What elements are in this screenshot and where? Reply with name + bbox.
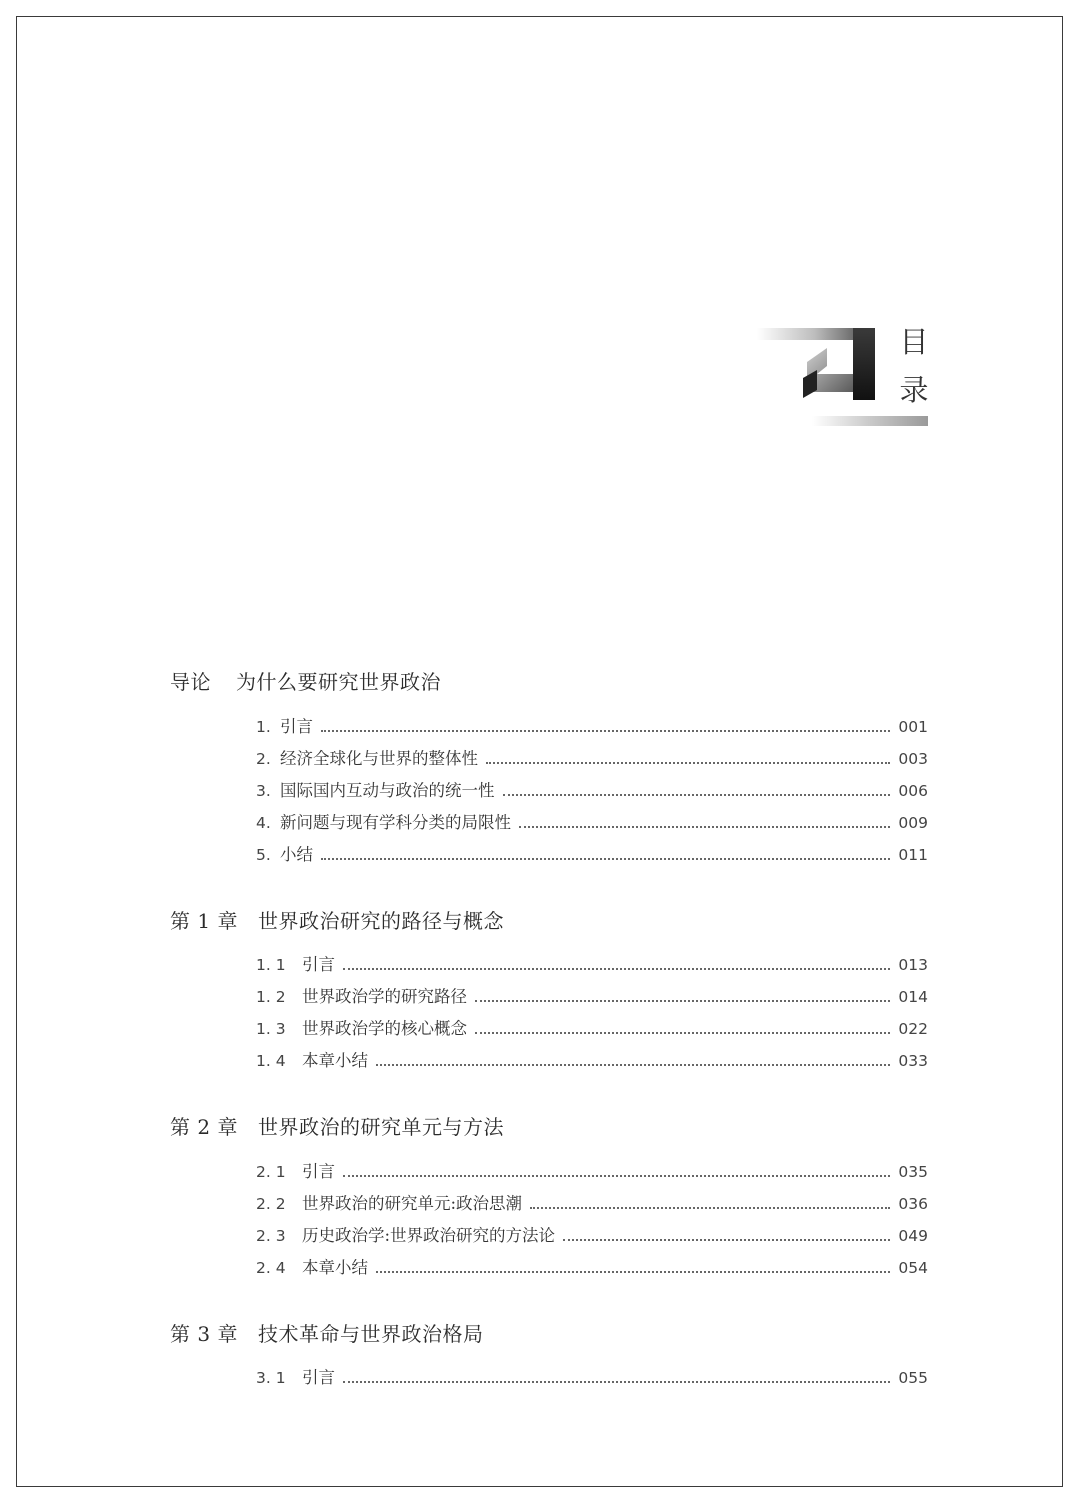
toc-entry[interactable] [256,1222,928,1246]
entry-label: 世界政治的研究单元:政治思潮 [302,1194,523,1213]
toc-underline-bar [812,416,928,426]
chapter-number: 第 1 章 [170,909,238,933]
toc-entry[interactable] [256,1015,928,1039]
entry-label: 本章小结 [302,1051,368,1070]
entry-number: 3. 1 [256,1369,286,1387]
dot-leader [486,761,890,764]
dot-leader [343,1380,890,1383]
entry-label: 引言 [302,955,335,974]
dot-leader [519,825,890,828]
dot-leader [376,1270,890,1273]
section-title: 为什么要研究世界政治 [236,670,441,694]
chapter-number: 第 3 章 [170,1322,238,1346]
dot-leader [475,999,890,1002]
toc-entry[interactable] [256,983,928,1007]
entry-page: 009 [898,814,928,832]
toc-entry[interactable] [256,1190,928,1214]
toc-entry[interactable] [256,809,928,833]
chapter-title: 世界政治的研究单元与方法 [258,1115,504,1139]
entry-number: 5. [256,846,271,864]
entry-page: 014 [898,988,928,1006]
entry-label: 国际国内互动与政治的统一性 [280,781,495,800]
entry-label: 小结 [280,845,313,864]
toc-title-char-1: 目 [899,325,929,359]
entry-label: 本章小结 [302,1258,368,1277]
chapter-title: 世界政治研究的路径与概念 [258,909,504,933]
entry-page: 022 [898,1020,928,1038]
entry-number: 2. 4 [256,1259,286,1277]
entry-number: 2. [256,750,271,768]
entry-page: 036 [898,1195,928,1213]
chapter-number: 第 2 章 [170,1115,238,1139]
entry-number: 3. [256,782,271,800]
toc-entry[interactable] [256,1047,928,1071]
toc-title-char-2: 录 [899,373,929,407]
entry-page: 011 [898,846,928,864]
toc-entry[interactable] [256,1364,928,1388]
toc-entry[interactable] [256,841,928,865]
entry-page: 013 [898,956,928,974]
entry-number: 4. [256,814,271,832]
toc-entry[interactable] [256,951,928,975]
dot-leader [321,729,890,732]
entry-page: 033 [898,1052,928,1070]
toc-header [757,318,932,432]
entry-page: 055 [898,1369,928,1387]
entry-page: 001 [898,718,928,736]
chapter-title: 技术革命与世界政治格局 [258,1322,484,1346]
chapter-heading [170,1111,504,1140]
entry-number: 1. 3 [256,1020,286,1038]
dot-leader [343,967,890,970]
entry-label: 引言 [280,717,313,736]
toc-title [896,318,932,414]
entry-page: 006 [898,782,928,800]
entry-label: 引言 [302,1162,335,1181]
dot-leader [376,1063,890,1066]
section-heading [170,666,441,695]
dot-leader [321,857,890,860]
entry-number: 1. 1 [256,956,286,974]
entry-number: 2. 3 [256,1227,286,1245]
toc-entry[interactable] [256,777,928,801]
entry-number: 1. 4 [256,1052,286,1070]
toc-entry[interactable] [256,745,928,769]
toc-emblem-icon [757,322,879,404]
entry-number: 2. 2 [256,1195,286,1213]
entry-page: 054 [898,1259,928,1277]
entry-label: 新问题与现有学科分类的局限性 [280,813,511,832]
entry-number: 1. [256,718,271,736]
chapter-heading [170,1318,484,1347]
entry-label: 世界政治学的研究路径 [302,987,467,1006]
toc-entry[interactable] [256,713,928,737]
dot-leader [503,793,891,796]
dot-leader [563,1238,890,1241]
entry-label: 历史政治学:世界政治研究的方法论 [302,1226,556,1245]
toc-entry[interactable] [256,1254,928,1278]
entry-number: 2. 1 [256,1163,286,1181]
toc-entry[interactable] [256,1158,928,1182]
entry-page: 049 [898,1227,928,1245]
dot-leader [475,1031,890,1034]
dot-leader [530,1206,890,1209]
section-number: 导论 [170,670,211,694]
entry-label: 引言 [302,1368,335,1387]
entry-page: 035 [898,1163,928,1181]
chapter-heading [170,905,504,934]
entry-label: 世界政治学的核心概念 [302,1019,467,1038]
dot-leader [343,1174,890,1177]
entry-label: 经济全球化与世界的整体性 [280,749,478,768]
entry-number: 1. 2 [256,988,286,1006]
entry-page: 003 [898,750,928,768]
